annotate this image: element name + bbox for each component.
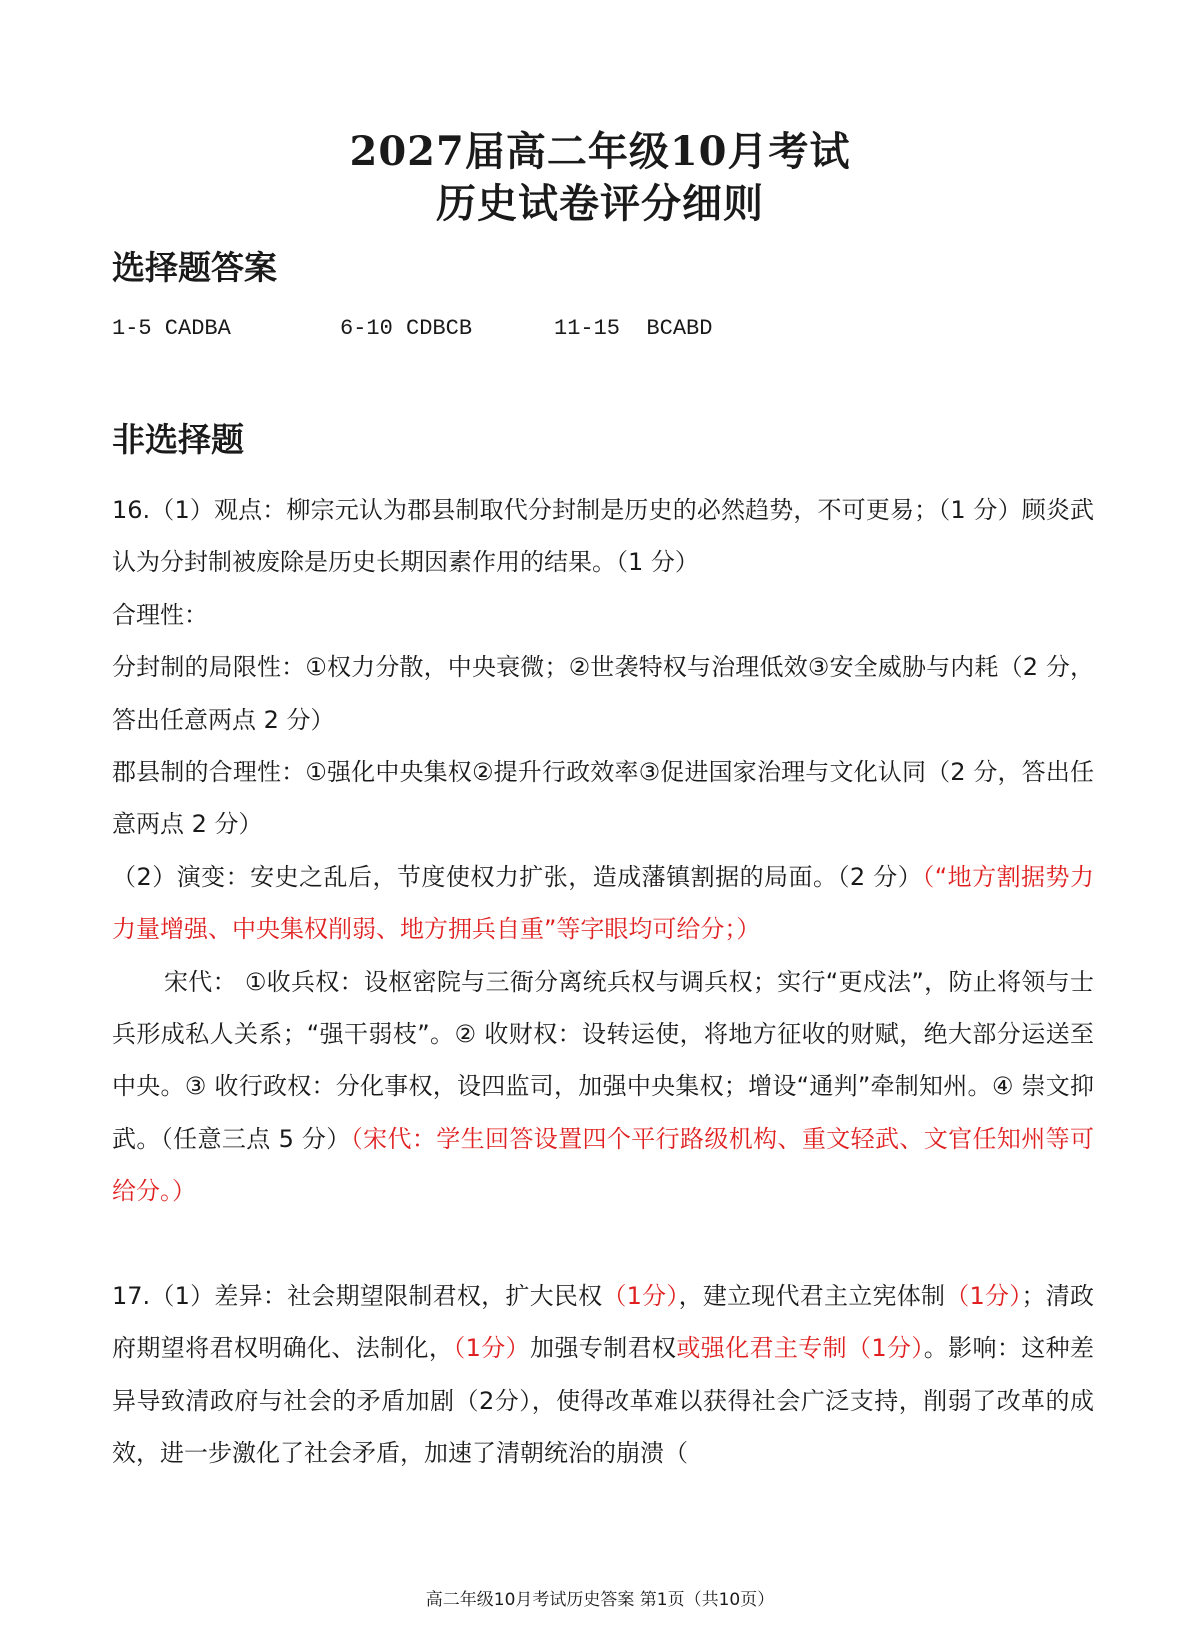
q16-song-answer: 宋代： ①收兵权：设枢密院与三衙分离统兵权与调兵权；实行“更戍法”，防止将领与士兵形成私人关系；“强干弱枝”。② 收财权：设转运使，将地方征收的财赋，绝大部分运送至中央。③ 收行政权：分化事权，设四监司，加强中央集权；增设“通判”牵制知州。④ 崇文抑武。（任意三点 5 分） <box>112 967 1094 1153</box>
q16-song-grading-note: （宋代：学生回答设置四个平行路级机构、重文轻武、文官任知州等可给分。） <box>112 1124 1095 1206</box>
answer-group-1-5: 1-5 CADBA <box>112 316 231 341</box>
q17-text-3: ；清政府期望将君权明确化、法制化， <box>112 1281 1095 1363</box>
q17-score-4: 或强化君主专制（1分） <box>676 1334 924 1363</box>
section-heading-multiple-choice: 选择题答案 <box>112 248 277 287</box>
q16-part1-viewpoint: 16.（1）观点：柳宗元认为郡县制取代分封制是历史的必然趋势，不可更易；（1 分）顾炎武认为分封制被废除是历史长期因素作用的结果。（1 分） <box>112 496 1094 577</box>
q16-part2-evolution <box>112 851 1094 956</box>
q16-part2-grading-note: （“地方割据势力力量增强、中央集权削弱、地方拥兵自重”等字眼均可给分；） <box>112 862 1094 944</box>
multiple-choice-answers <box>112 314 1112 344</box>
q17-part1 <box>112 1270 1094 1480</box>
answer-group-11-15: 11-15 BCABD <box>554 316 713 341</box>
q16-fengjian-limitations: 分封制的局限性：①权力分散，中央衰微；②世袭特权与治理低效③安全威胁与内耗（2 分，答出任意两点 2 分） <box>112 653 1094 734</box>
paragraph-gap <box>112 1218 1094 1270</box>
q16-part2-answer: （2）演变：安史之乱后，节度使权力扩张，造成藩镇割据的局面。（2 分） <box>112 862 923 891</box>
answer-group-6-10: 6-10 CDBCB <box>340 316 473 341</box>
q17-score-3: （1分） <box>453 1334 531 1363</box>
document-subtitle: 历史试卷评分细则 <box>436 180 764 227</box>
q16-rationality-label: 合理性： <box>112 600 208 629</box>
q17-text-4: 加强专制君权 <box>530 1334 677 1363</box>
q16-junxian-rationality: 郡县制的合理性：①强化中央集权②提升行政效率③促进国家治理与文化认同（2 分，答出任意两点 2 分） <box>112 758 1094 839</box>
q17-text-5: 。影响：这种差异导致清政府与社会的矛盾加剧（2分），使得改革难以获得社会广泛支持，削弱了改革的成效，进一步激化了社会矛盾，加速了清朝统治的崩溃（ <box>112 1334 1095 1467</box>
answer-body <box>112 484 1094 1479</box>
q17-score-2: （1分） <box>945 1281 1022 1310</box>
q17-text-2: ，建立现代君主立宪体制 <box>678 1281 946 1310</box>
q17-score-1: （1分） <box>602 1281 679 1310</box>
q17-text-1: 17.（1）差异：社会期望限制君权，扩大民权 <box>112 1281 603 1310</box>
page-footer: 高二年级10月考试历史答案 第1页（共10页） <box>425 1590 775 1610</box>
q16-song-dynasty <box>112 956 1094 1218</box>
document-title: 2027届高二年级10月考试 <box>349 128 851 175</box>
section-heading-open-questions: 非选择题 <box>112 420 244 459</box>
